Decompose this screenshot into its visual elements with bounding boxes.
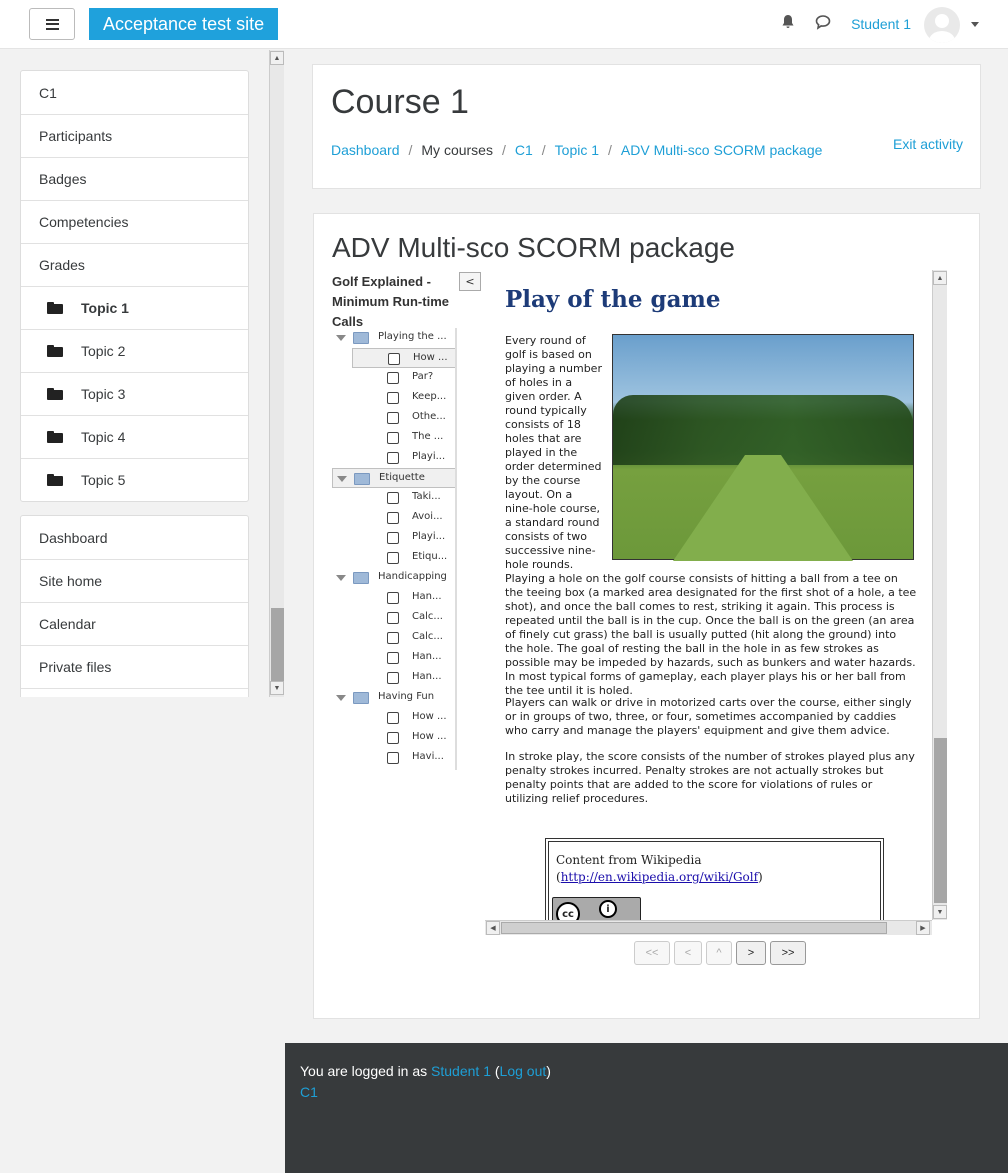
sidebar-item-label: Competencies: [39, 214, 129, 230]
breadcrumb-separator: /: [408, 142, 413, 158]
toc-item[interactable]: [332, 408, 456, 428]
folder-icon: [47, 302, 63, 314]
credit-box: Content from Wikipedia (http://en.wikipedia.org/wiki/Golf): [545, 838, 884, 920]
breadcrumb-item[interactable]: C1: [514, 142, 533, 158]
checkbox-icon: [387, 452, 399, 464]
first-sco-button[interactable]: <<: [634, 941, 670, 965]
checkbox-icon: [387, 412, 399, 424]
checkbox-icon: [387, 652, 399, 664]
footer-course-link[interactable]: C1: [300, 1084, 318, 1100]
sidebar-item-badges[interactable]: [21, 157, 248, 200]
toc-item[interactable]: [332, 448, 456, 468]
breadcrumb-item[interactable]: ADV Multi-sco SCORM package: [620, 142, 823, 158]
toc-item[interactable]: [332, 648, 456, 668]
checkbox-icon: [388, 353, 400, 365]
sidebar-item-calendar[interactable]: [21, 602, 248, 645]
sidebar-item-label: Participants: [39, 128, 113, 144]
sco-heading: Play of the game: [505, 286, 721, 313]
logged-in-text: You are logged in as: [300, 1063, 428, 1079]
sidebar-item-label: Calendar: [39, 616, 96, 632]
expand-triangle-icon[interactable]: [336, 575, 346, 581]
page-header: [312, 64, 981, 189]
chat-icon[interactable]: [815, 14, 831, 30]
sco-paragraph: Players can walk or drive in motorized carts over the course, either singly or in groups of two, three, or four, sometimes accompanied by caddies who carry and manage the players' equipment and give them advice.: [505, 696, 912, 737]
drawer-toggle-button[interactable]: [29, 8, 75, 40]
checkbox-icon: [387, 672, 399, 684]
sidebar-item-label: Topic 5: [81, 472, 126, 488]
up-sco-button[interactable]: ^: [706, 941, 732, 965]
breadcrumb-item[interactable]: Dashboard: [331, 142, 400, 158]
creative-commons-badge[interactable]: [552, 897, 641, 920]
sidebar-item-site-home[interactable]: [21, 559, 248, 602]
golf-course-photo: [612, 334, 914, 560]
toc-item-label: Having Fun: [378, 691, 435, 702]
scorm-player-region: [313, 213, 980, 1019]
scroll-down-arrow-icon[interactable]: ▼: [933, 905, 947, 919]
scrollbar-thumb[interactable]: [271, 608, 284, 681]
sidebar-item-label: C1: [39, 84, 57, 101]
sidebar-item-topic-1[interactable]: [21, 286, 248, 329]
toc-item-label: Othe...: [412, 411, 446, 422]
sidebar-item-topic-5[interactable]: [21, 458, 248, 501]
breadcrumb-item: My courses: [421, 142, 493, 158]
activity-title: ADV Multi-sco SCORM package: [332, 232, 736, 263]
frame-vertical-scrollbar[interactable]: [932, 270, 947, 920]
checkbox-icon: [387, 732, 399, 744]
sidebar-item-more[interactable]: [21, 688, 248, 697]
logout-link[interactable]: Log out: [499, 1063, 547, 1079]
folder-icon: [353, 692, 369, 704]
toc-item-label: The ...: [412, 431, 444, 442]
toc-item[interactable]: [332, 548, 456, 568]
page-title: Course 1: [331, 83, 469, 121]
sco-navigation: [634, 941, 806, 965]
sco-paragraph: Every round of golf is based on playing a number of holes in a given order. A round typically consists of 18 holes that are played in the order determined by the course layout. On a nine-hole course, a standard round consists of two successive nine-hole rounds.: [505, 334, 602, 571]
toc-title: Golf Explained - Minimum Run-time Calls: [332, 274, 449, 329]
expand-triangle-icon[interactable]: [336, 335, 346, 341]
sidebar-item-competencies[interactable]: [21, 200, 248, 243]
breadcrumb-separator: /: [608, 142, 612, 158]
expand-triangle-icon[interactable]: [336, 695, 346, 701]
toc-item-label: How ...: [412, 711, 447, 722]
toc-section[interactable]: [332, 568, 456, 588]
checkbox-icon: [387, 752, 399, 764]
sidebar-item-label: Badges: [39, 171, 87, 187]
sidebar-item-grades[interactable]: [21, 243, 248, 286]
folder-icon: [47, 388, 63, 400]
cc-icon: cc: [556, 902, 580, 920]
toc-item-label: Calc...: [412, 631, 443, 642]
next-sco-button[interactable]: >: [736, 941, 766, 965]
sidebar-item-label: Topic 4: [81, 429, 126, 445]
credit-text: Content from Wikipedia: [556, 853, 702, 867]
scorm-content-frame[interactable]: [485, 270, 947, 935]
toc-item-label: Etiqu...: [412, 551, 448, 562]
sidebar-item-label: Private files: [39, 659, 112, 675]
user-silhouette-icon: [924, 7, 960, 43]
scroll-down-arrow-icon[interactable]: ▼: [270, 681, 284, 695]
toc-divider: [455, 328, 457, 770]
toc-item-label: Playing the ...: [378, 331, 447, 342]
attribution-icon: i: [599, 900, 617, 918]
toc-item[interactable]: [332, 488, 456, 508]
scrollbar-thumb[interactable]: [501, 922, 887, 934]
sidebar-item-topic-3[interactable]: [21, 372, 248, 415]
toc-item-label: Calc...: [412, 611, 443, 622]
checkbox-icon: [387, 632, 399, 644]
folder-icon: [47, 474, 63, 486]
toc-item[interactable]: [332, 628, 456, 648]
scrollbar-thumb[interactable]: [934, 738, 947, 903]
toc-tree: [332, 328, 456, 768]
toc-item[interactable]: [332, 388, 456, 408]
checkbox-icon: [387, 612, 399, 624]
site-nav-list: [20, 515, 249, 697]
toc-item[interactable]: [352, 348, 456, 368]
expand-triangle-icon[interactable]: [337, 476, 347, 482]
checkbox-icon: [387, 552, 399, 564]
toc-item-label: Par?: [412, 371, 434, 382]
toc-item-label: Havi...: [412, 751, 444, 762]
folder-icon: [47, 345, 63, 357]
toc-item[interactable]: [332, 588, 456, 608]
wikipedia-link[interactable]: http://en.wikipedia.org/wiki/Golf: [560, 870, 759, 884]
toc-item[interactable]: [332, 368, 456, 388]
toc-item-label: How ...: [412, 731, 447, 742]
footer-user-link[interactable]: Student 1: [431, 1063, 491, 1079]
toc-item-label: Han...: [412, 651, 442, 662]
sidebar-item-label: Grades: [39, 257, 85, 273]
sco-content: [485, 270, 932, 920]
checkbox-icon: [387, 492, 399, 504]
toc-item[interactable]: [332, 508, 456, 528]
checkbox-icon: [387, 712, 399, 724]
sidebar-item-label: Site home: [39, 573, 103, 589]
toc-item[interactable]: [332, 428, 456, 448]
toc-item-label: Handicapping: [378, 571, 447, 582]
toc-item-label: Taki...: [412, 491, 441, 502]
scroll-left-arrow-icon[interactable]: ◀: [486, 921, 500, 935]
sidebar-item-dashboard[interactable]: [21, 516, 248, 559]
breadcrumb-separator: /: [541, 142, 546, 158]
user-menu-name[interactable]: Student 1: [851, 16, 911, 32]
toc-item[interactable]: [332, 528, 456, 548]
toc-item-label: Playi...: [412, 451, 446, 462]
breadcrumb-item[interactable]: Topic 1: [554, 142, 600, 158]
checkbox-icon: [387, 372, 399, 384]
sidebar-item-private-files[interactable]: [21, 645, 248, 688]
scroll-up-arrow-icon[interactable]: ▲: [270, 51, 284, 65]
toc-section[interactable]: [332, 328, 456, 348]
toc-item[interactable]: [332, 708, 456, 728]
avatar[interactable]: [924, 7, 960, 43]
previous-sco-button[interactable]: <: [674, 941, 702, 965]
checkbox-icon: [387, 592, 399, 604]
sco-paragraph: In stroke play, the score consists of the number of strokes played plus any penalty strokes incurred. Penalty strokes are not actually strokes but penalty points that are added to the score for violations of rules or utilizing relief procedures.: [505, 750, 915, 805]
sidebar-item-c1[interactable]: [21, 71, 248, 114]
sco-paragraph: Playing a hole on the golf course consists of hitting a ball from a tee on the teeing box (a marked area designated for the first shot of a hole, a tee shot), and once the ball comes to rest, striking it again. This process is repeated until the ball is in the cup. Once the ball is on the green (an area of finely cut grass) the ball is usually putted (hit along the ground) into the hole. The goal of resting the ball in the hole in as few strokes as possible may be impeded by hazards, such as bunkers and water hazards. In most typical forms of gameplay, each player plays his or her ball from the tee until it is holed.: [505, 572, 917, 697]
exit-activity-link[interactable]: Exit activity: [892, 136, 963, 152]
toc-item[interactable]: [332, 728, 456, 748]
checkbox-icon: [387, 532, 399, 544]
folder-icon: [353, 332, 369, 344]
toc-item-label: Etiquette: [379, 472, 425, 483]
frame-horizontal-scrollbar[interactable]: [485, 920, 932, 935]
drawer-scrollbar[interactable]: [269, 50, 284, 697]
bell-icon[interactable]: [780, 14, 796, 30]
checkbox-icon: [387, 392, 399, 404]
sidebar-item-label: Topic 3: [81, 386, 126, 402]
toc-item[interactable]: [332, 608, 456, 628]
checkbox-icon: [387, 512, 399, 524]
toc-item-label: Playi...: [412, 531, 446, 542]
toc-section[interactable]: [332, 688, 456, 708]
toc-item-label: Avoi...: [412, 511, 443, 522]
toc-item[interactable]: [332, 748, 456, 768]
sidebar-item-label: Topic 2: [81, 343, 126, 359]
toc-item-label: Keep...: [412, 391, 447, 402]
sidebar-item-label: Dashboard: [39, 529, 108, 546]
toc-item-label: Han...: [412, 591, 442, 602]
folder-icon: [354, 473, 370, 485]
site-brand-link[interactable]: Acceptance test site: [89, 8, 278, 40]
toc-item-label: How ...: [413, 352, 448, 363]
sidebar-item-label: Topic 1: [81, 300, 129, 316]
toc-hide-button[interactable]: <: [459, 272, 481, 291]
sidebar-item-topic-4[interactable]: [21, 415, 248, 458]
folder-icon: [353, 572, 369, 584]
folder-icon: [47, 431, 63, 443]
toc-item-label: Han...: [412, 671, 442, 682]
sidebar-item-participants[interactable]: [21, 114, 248, 157]
checkbox-icon: [387, 432, 399, 444]
page-footer: You are logged in as Student 1 (Log out) C1: [285, 1043, 1008, 1173]
scroll-up-arrow-icon[interactable]: ▲: [933, 271, 947, 285]
toc-item[interactable]: [332, 668, 456, 688]
course-nav-list: [20, 70, 249, 502]
last-sco-button[interactable]: >>: [770, 941, 806, 965]
hamburger-icon: [46, 19, 59, 30]
breadcrumb-separator: /: [501, 142, 506, 158]
nav-drawer: [0, 50, 285, 697]
chevron-down-icon[interactable]: [971, 22, 979, 27]
breadcrumb: [331, 142, 822, 158]
top-navbar: [0, 0, 1008, 49]
toc-section[interactable]: [332, 468, 456, 488]
scorm-toc: [332, 270, 484, 772]
scroll-right-arrow-icon[interactable]: ▶: [916, 921, 930, 935]
sidebar-item-topic-2[interactable]: [21, 329, 248, 372]
